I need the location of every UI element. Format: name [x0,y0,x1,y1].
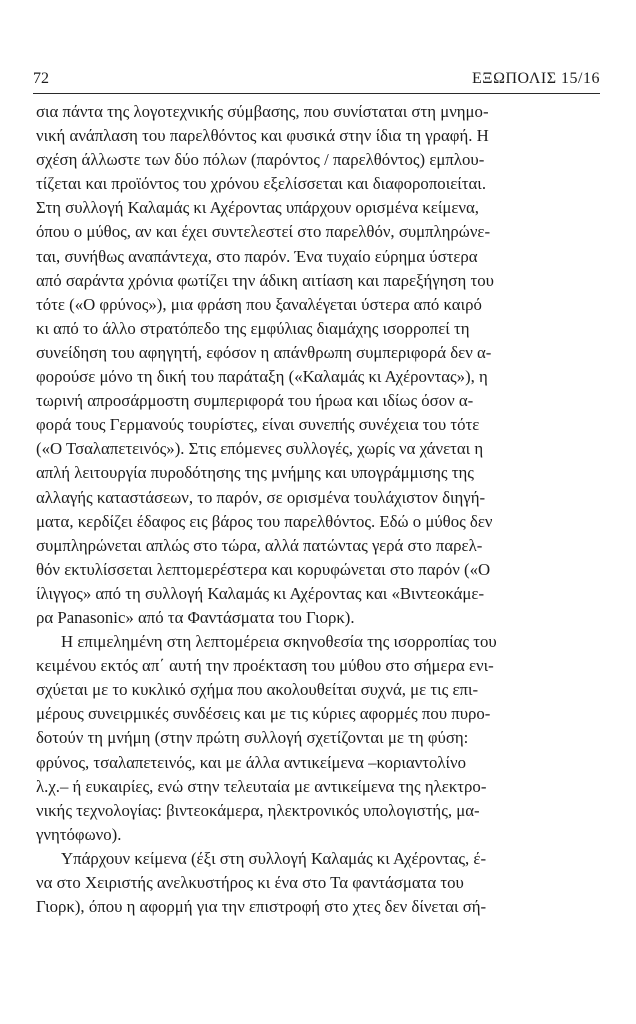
text-line: σχύεται με το κυκλικό σχήμα που ακολουθείται συχνά, με τις επι- [36,680,479,700]
text-line: τωρινή απροσάρμοστη συμπεριφορά του ήρωα και ιδίως όσον α- [36,391,474,411]
text-line: Η επιμελημένη στη λεπτομέρεια σκηνοθεσία της ισορροπίας του [61,632,497,652]
text-line: κι από το άλλο στρατόπεδο της εμφύλιας διαμάχης ισορροπεί τη [36,318,470,338]
header-rule [33,93,600,94]
text-line: σια πάντα της λογοτεχνικής σύμβασης, που συνίσταται στη μνημο- [36,102,489,121]
text-line: ίλιγγος» από τη συλλογή Καλαμάς κι Αχέροντας και «Βιντεοκάμε- [36,583,485,603]
text-line: νική ανάπλαση του παρελθόντος και φυσικά στην ίδια τη γραφή. Η [36,126,489,146]
text-line: αλλαγής καταστάσεων, το παρόν, σε ορισμένα τουλάχιστον διηγή- [36,487,486,507]
text-line: θόν εκτυλίσσεται λεπτομερέστερα και κορυφώνεται στο παρόν («Ο [36,559,491,579]
text-line: ται, συνήθως αναπάντεχα, στο παρόν. Ένα τυχαίο εύρημα ύστερα [36,246,478,266]
text-line: λ.χ.– ή ευκαιρίες, ενώ στην τελευταία με αντικείμενα της ηλεκτρο- [36,776,487,796]
text-line: ρα Panasonic» από τα Φαντάσματα του Γιορκ). [36,607,355,627]
text-line: να στο Χειριστής ανελκυστήρος κι ένα στο Τα φαντάσματα του [36,873,464,892]
text-line: («Ο Τσαλαπετεινός»). Στις επόμενες συλλογές, χωρίς να χάνεται η [36,439,484,459]
text-line: νικής τεχνολογίας: βιντεοκάμερα, ηλεκτρονικός υπολογιστής, μα- [36,800,480,820]
text-line: από σαράντα χρόνια φωτίζει την άδικη αιτίαση και παρεξήγηση του [36,270,494,290]
text-line: γνητόφωνο). [36,824,122,844]
text-line: Γιορκ), όπου η αφορμή για την επιστροφή στο χτες δεν δίνεται σή- [36,897,487,917]
text-line: δοτούν τη μνήμη (στην πρώτη συλλογή σχετίζονται με τη φύση: [36,728,469,748]
running-head: ΕΞΩΠΟΛΙΣ 15/16 [472,70,600,87]
text-line: συνείδηση του αφηγητή, εφόσον η απάνθρωπη συμπεριφορά δεν α- [36,342,492,362]
text-line: Στη συλλογή Καλαμάς κι Αχέροντας υπάρχουν ορισμένα κείμενα, [36,198,479,218]
text-line: τότε («Ο φρύνος»), μια φράση που ξαναλέγεται ύστερα από καιρό [36,294,482,314]
body-text [36,100,600,919]
page-number: 72 [33,70,49,87]
text-line: ματα, κερδίζει έδαφος εις βάρος του παρελθόντος. Εδώ ο μύθος δεν [36,511,493,531]
text-line: σχέση άλλωστε των δύο πόλων (παρόντος / παρελθόντος) εμπλου- [36,150,485,170]
text-line: φορούσε μόνο τη δική του παράταξη («Καλαμάς κι Αχέροντας»), η [36,367,488,387]
text-line: φρύνος, τσαλαπετεινός, και με άλλα αντικείμενα –κοριαντολίνο [36,752,467,772]
text-line: κειμένου εκτός απ΄ αυτή την προέκταση του μύθου στο σήμερα ενι- [36,656,494,676]
text-line: τίζεται και προϊόντος του χρόνου εξελίσσεται και διαφοροποιείται. [36,174,487,194]
text-line: απλή λειτουργία πυροδότησης της μνήμης και υπογράμμισης της [36,463,474,483]
text-line: Υπάρχουν κείμενα (έξι στη συλλογή Καλαμάς κι Αχέροντας, έ- [61,848,487,868]
text-line: όπου ο μύθος, αν και έχει συντελεστεί στο παρελθόν, συμπληρώνε- [36,222,491,242]
text-line: φορά τους Γερμανούς τουρίστες, είναι συνεπής συνέχεια του τότε [36,415,480,435]
text-line: συμπληρώνεται απλώς στο τώρα, αλλά πατώντας γερά στο παρελ- [36,535,483,555]
text-line: μέρους συνειρμικές συνδέσεις και με τις κύριες αφορμές που πυρο- [36,704,491,724]
